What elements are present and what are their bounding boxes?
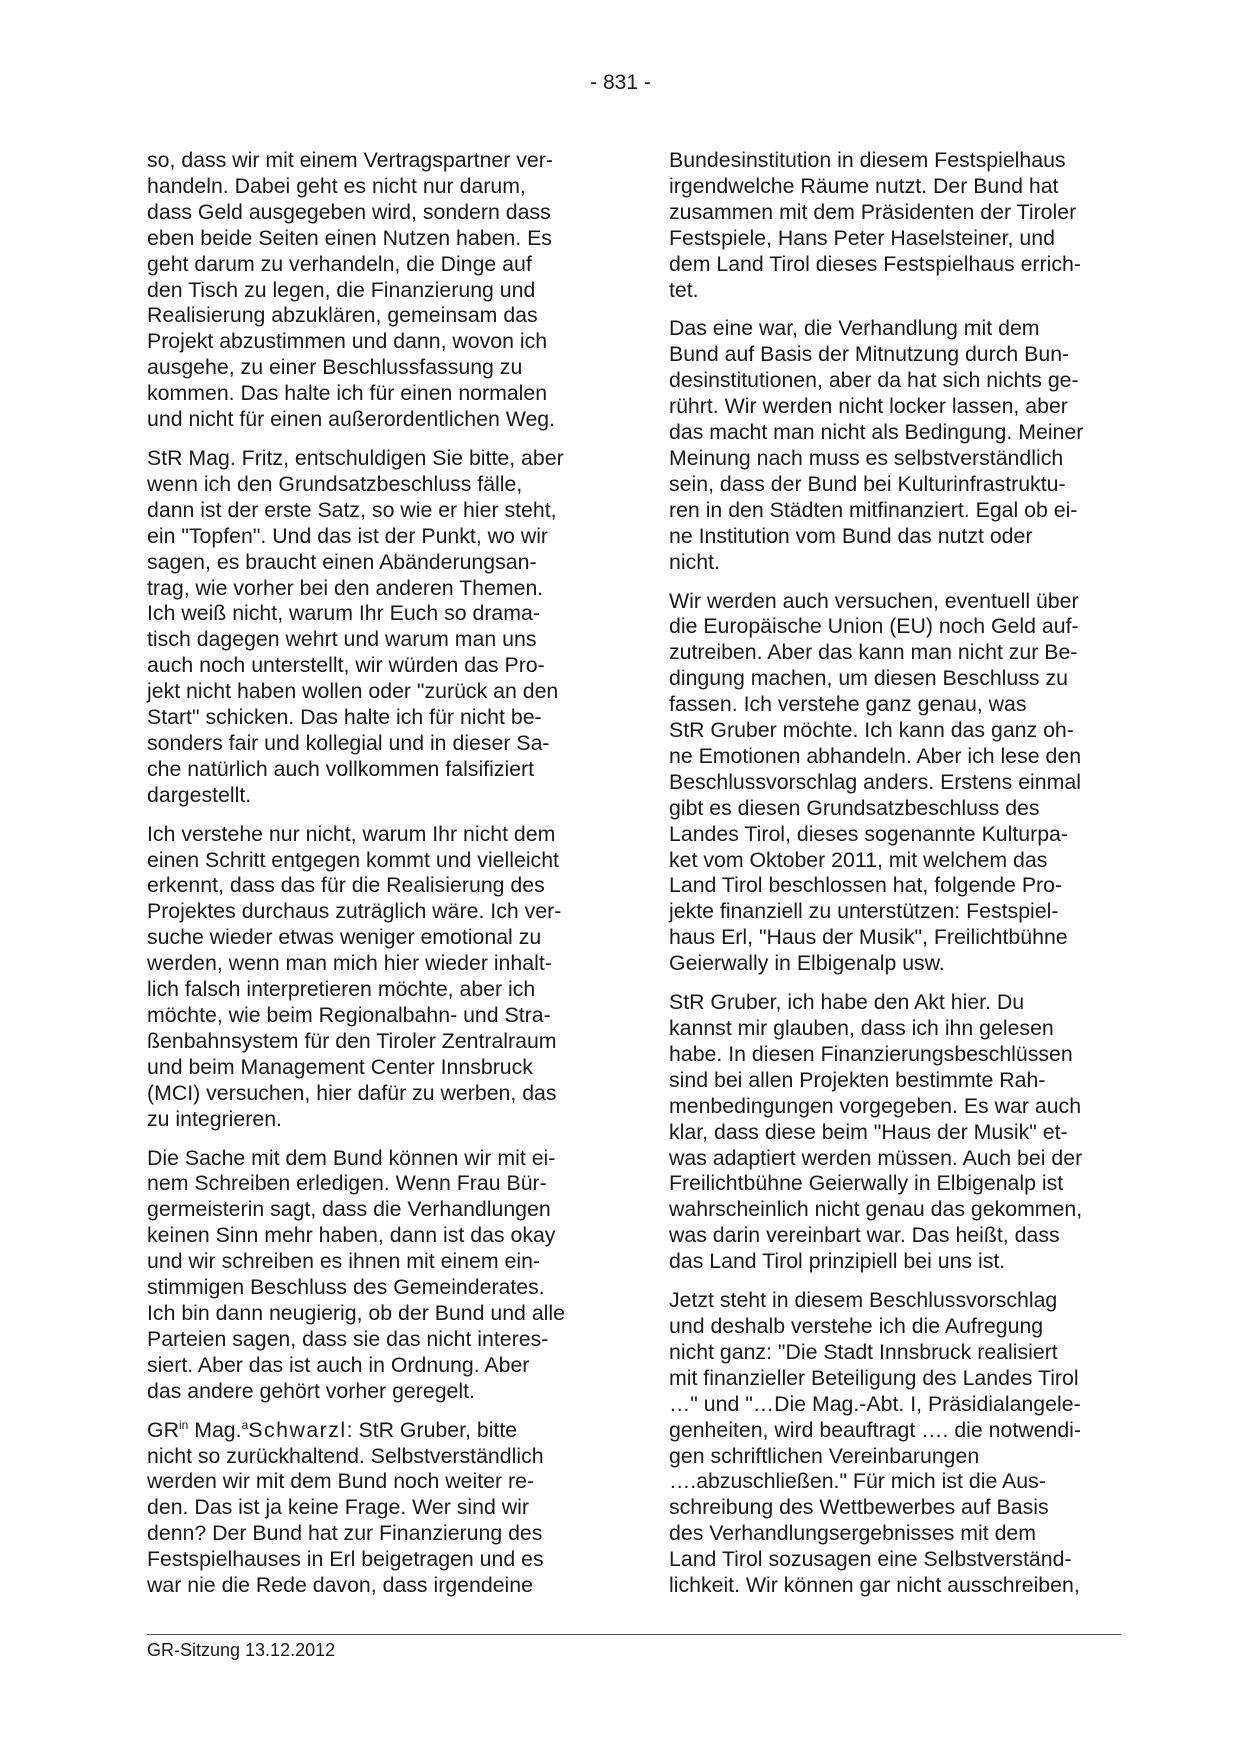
text-line: Parteien sagen, dass sie das nicht interes- xyxy=(147,1326,549,1351)
text-line: was darin vereinbart war. Das heißt, dass xyxy=(669,1223,1060,1248)
text-line: zu integrieren. xyxy=(147,1106,282,1131)
text-line: Bundesinstitution in diesem Festspielhaus xyxy=(669,148,1066,172)
text-line: habe. In diesen Finanzierungsbeschlüssen xyxy=(669,1041,1073,1066)
text-line: lich falsch interpretieren möchte, aber ich xyxy=(147,977,536,1002)
text-line: und deshalb verstehe ich die Aufregung xyxy=(669,1313,1044,1338)
text-line: genheiten, wird beauftragt …. die notwendi- xyxy=(669,1417,1081,1442)
text-line: und beim Management Center Innsbruck xyxy=(147,1054,533,1079)
text-line: Festspielhauses in Erl beigetragen und es xyxy=(147,1547,544,1572)
text-line: Land Tirol sozusagen eine Selbstverständ- xyxy=(669,1547,1072,1572)
text-line: Start" schicken. Das halte ich für nicht be- xyxy=(147,705,542,730)
text-line: so, dass wir mit einem Vertragspartner ver- xyxy=(147,148,553,172)
text-line: irgendwelche Räume nutzt. Der Bund hat xyxy=(669,173,1059,198)
text-line: menbedingungen vorgegeben. Es war auch xyxy=(669,1093,1082,1118)
text-line: dem Land Tirol dieses Festspielhaus errich- xyxy=(669,251,1081,276)
text-line: Geierwally in Elbigenalp usw. xyxy=(669,951,945,976)
text-line: rührt. Wir werden nicht locker lassen, aber xyxy=(669,394,1068,419)
text-fragment: : StR Gruber, bitte xyxy=(346,1417,518,1442)
text-line: kannst mir glauben, dass ich ihn gelesen xyxy=(669,1016,1054,1040)
speaker-line xyxy=(147,1418,599,1444)
text-line: gen schriftlichen Vereinbarungen xyxy=(669,1443,980,1468)
text-line: das andere gehört vorher geregelt. xyxy=(147,1378,475,1403)
text-line: Festspiele, Hans Peter Haselsteiner, und xyxy=(669,225,1055,250)
text-line: tet. xyxy=(669,277,699,302)
text-line: Die Sache mit dem Bund können wir mit ei- xyxy=(147,1145,556,1170)
paragraph xyxy=(147,822,599,1133)
text-line: Ich bin dann neugierig, ob der Bund und alle xyxy=(147,1300,565,1325)
paragraph xyxy=(669,316,1121,575)
text-line: germeisterin sagt, dass die Verhandlungen xyxy=(147,1197,551,1222)
text-line: StR Mag. Fritz, entschuldigen Sie bitte, aber xyxy=(147,445,564,470)
text-line: das macht man nicht als Bedingung. Meiner xyxy=(669,420,1084,445)
text-line: ne Institution vom Bund das nutzt oder xyxy=(669,523,1033,548)
text-line: und nicht für einen außerordentlichen Weg. xyxy=(147,407,556,432)
text-line: dass Geld ausgegeben wird, sondern dass xyxy=(147,199,551,224)
text-line: sonders fair und kollegial und in dieser Sa- xyxy=(147,730,550,755)
text-line: wahrscheinlich nicht genau das gekommen, xyxy=(669,1197,1083,1222)
text-line: lichkeit. Wir können gar nicht ausschreiben, xyxy=(669,1573,1080,1598)
text-line: einen Schritt entgegen kommt und vielleicht xyxy=(147,847,559,872)
paragraph xyxy=(669,990,1121,1275)
text-line: ren in den Städten mitfinanziert. Egal ob ei- xyxy=(669,497,1078,522)
text-line: werden wir mit dem Bund noch weiter re- xyxy=(147,1469,535,1494)
paragraph xyxy=(147,148,599,433)
right-column xyxy=(669,148,1121,1612)
footer-session-date: GR-Sitzung 13.12.2012 xyxy=(147,1640,336,1660)
text-line: trag, wie vorher bei den anderen Themen. xyxy=(147,575,544,600)
paragraph xyxy=(669,589,1121,978)
text-line: und wir schreiben es ihnen mit einem ein- xyxy=(147,1249,541,1274)
text-line: den Tisch zu legen, die Finanzierung und xyxy=(147,277,536,302)
text-line: werden, wenn man mich hier wieder inhalt- xyxy=(147,951,552,976)
text-line: zutreiben. Aber das kann man nicht zur Be- xyxy=(669,640,1078,665)
text-line: Bund auf Basis der Mitnutzung durch Bun- xyxy=(669,342,1070,367)
text-line: Projektes durchaus zuträglich wäre. Ich ver- xyxy=(147,899,562,924)
speaker-title: GR xyxy=(147,1417,179,1442)
text-line: (MCI) versuchen, hier dafür zu werben, das xyxy=(147,1080,557,1105)
text-line: jekte finanziell zu unterstützen: Festspiel- xyxy=(669,899,1059,924)
paragraph xyxy=(147,446,599,809)
text-line: Wir werden auch versuchen, eventuell über xyxy=(669,588,1079,613)
text-line: gibt es diesen Grundsatzbeschluss des xyxy=(669,795,1040,820)
text-line: des Verhandlungsergebnisses mit dem xyxy=(669,1521,1036,1546)
text-line: ausgehe, zu einer Beschlussfassung zu xyxy=(147,355,523,380)
text-line: dingung machen, um diesen Beschluss zu xyxy=(669,666,1068,691)
speaker-name: Schwarzl xyxy=(248,1417,347,1442)
text-line: ket vom Oktober 2011, mit welchem das xyxy=(669,847,1048,872)
speaker-title: Mag. xyxy=(188,1417,242,1442)
text-line: sind bei allen Projekten bestimmte Rah- xyxy=(669,1067,1046,1092)
text-line: desinstitutionen, aber da hat sich nichts ge- xyxy=(669,368,1079,393)
text-line: Freilichtbühne Geierwally in Elbigenalp ist xyxy=(669,1171,1064,1196)
text-line: StR Gruber möchte. Ich kann das ganz oh- xyxy=(669,718,1074,743)
text-line: Projekt abzustimmen und dann, wovon ich xyxy=(147,329,548,354)
text-line: Realisierung abzuklären, gemeinsam das xyxy=(147,303,538,328)
speaker-title-superscript: in xyxy=(178,1417,189,1432)
text-line: eben beide Seiten einen Nutzen haben. Es xyxy=(147,225,552,250)
text-line: suche wieder etwas weniger emotional zu xyxy=(147,925,542,950)
text-line: zusammen mit dem Präsidenten der Tiroler xyxy=(669,199,1077,224)
text-line: siert. Aber das ist auch in Ordnung. Aber xyxy=(147,1352,530,1377)
text-line: sein, dass der Bund bei Kulturinfrastruktu- xyxy=(669,471,1066,496)
text-line: nicht ganz: "Die Stadt Innsbruck realisiert xyxy=(669,1339,1058,1364)
text-line: nicht. xyxy=(669,549,720,574)
text-line: wenn ich den Grundsatzbeschluss fälle, xyxy=(147,471,523,496)
text-line: was adaptiert werden müssen. Auch bei der xyxy=(669,1145,1083,1170)
text-line: Ich weiß nicht, warum Ihr Euch so drama- xyxy=(147,601,540,626)
text-line: war nie die Rede davon, dass irgendeine xyxy=(147,1573,533,1598)
text-line: dargestellt. xyxy=(147,782,252,807)
text-line: tisch dagegen wehrt und warum man uns xyxy=(147,627,537,652)
footer-divider xyxy=(147,1634,1121,1635)
text-line: handeln. Dabei geht es nicht nur darum, xyxy=(147,173,526,198)
text-line: möchte, wie beim Regionalbahn- und Stra- xyxy=(147,1003,551,1027)
text-line: klar, dass diese beim "Haus der Musik" et- xyxy=(669,1119,1068,1144)
text-line: dann ist der erste Satz, so wie er hier steht, xyxy=(147,497,557,522)
text-line: Ich verstehe nur nicht, warum Ihr nicht dem xyxy=(147,821,556,846)
text-line: Das eine war, die Verhandlung mit dem xyxy=(669,316,1040,341)
text-line: …" und "…Die Mag.-Abt. I, Präsidialangele- xyxy=(669,1391,1081,1416)
text-line: StR Gruber, ich habe den Akt hier. Du xyxy=(669,990,1025,1015)
text-line: auch noch unterstellt, wir würden das Pro- xyxy=(147,653,545,678)
text-line: geht darum zu verhandeln, die Dinge auf xyxy=(147,251,532,276)
text-line: schreibung des Wettbewerbes auf Basis xyxy=(669,1495,1049,1520)
text-line: Land Tirol beschlossen hat, folgende Pro- xyxy=(669,873,1063,898)
text-line: keinen Sinn mehr haben, dann ist das okay xyxy=(147,1223,556,1248)
text-line: erkennt, dass das für die Realisierung des xyxy=(147,873,545,898)
text-line: ßenbahnsystem für den Tiroler Zentralraum xyxy=(147,1028,557,1053)
page-number: - 831 - xyxy=(590,71,651,94)
speaker-title-superscript: a xyxy=(241,1417,249,1432)
text-line: kommen. Das halte ich für einen normalen xyxy=(147,381,548,406)
text-line: Meinung nach muss es selbstverständlich xyxy=(669,445,1064,470)
paragraph xyxy=(147,1146,599,1405)
text-line: nem Schreiben erledigen. Wenn Frau Bür- xyxy=(147,1171,547,1196)
speaker-paragraph xyxy=(147,1418,599,1599)
text-line: sagen, es braucht einen Abänderungsan- xyxy=(147,549,537,574)
text-line: mit finanzieller Beteiligung des Landes Tirol xyxy=(669,1365,1079,1390)
text-line: ne Emotionen abhandeln. Aber ich lese den xyxy=(669,743,1082,768)
text-line: nicht so zurückhaltend. Selbstverständlich xyxy=(147,1443,544,1468)
paragraph xyxy=(669,148,1121,303)
text-line: Beschlussvorschlag anders. Erstens einmal xyxy=(669,769,1081,794)
text-line: den. Das ist ja keine Frage. Wer sind wir xyxy=(147,1495,529,1520)
text-line: ….abzuschließen." Für mich ist die Aus- xyxy=(669,1469,1046,1494)
left-column xyxy=(147,148,599,1612)
text-line: jekt nicht haben wollen oder "zurück an den xyxy=(147,679,559,704)
paragraph xyxy=(669,1288,1121,1599)
text-line: die Europäische Union (EU) noch Geld auf- xyxy=(669,614,1079,639)
text-line: ein "Topfen". Und das ist der Punkt, wo wir xyxy=(147,523,549,548)
text-line: Jetzt steht in diesem Beschlussvorschlag xyxy=(669,1288,1058,1313)
text-line: haus Erl, "Haus der Musik", Freilichtbühne xyxy=(669,925,1068,950)
text-line: denn? Der Bund hat zur Finanzierung des xyxy=(147,1521,543,1546)
text-line: stimmigen Beschluss des Gemeinderates. xyxy=(147,1275,545,1300)
text-line: das Land Tirol prinzipiell bei uns ist. xyxy=(669,1249,1006,1274)
text-line: Landes Tirol, dieses sogenannte Kulturpa- xyxy=(669,821,1068,846)
text-line: fassen. Ich verstehe ganz genau, was xyxy=(669,692,1027,717)
text-line: che natürlich auch vollkommen falsifiziert xyxy=(147,756,535,781)
